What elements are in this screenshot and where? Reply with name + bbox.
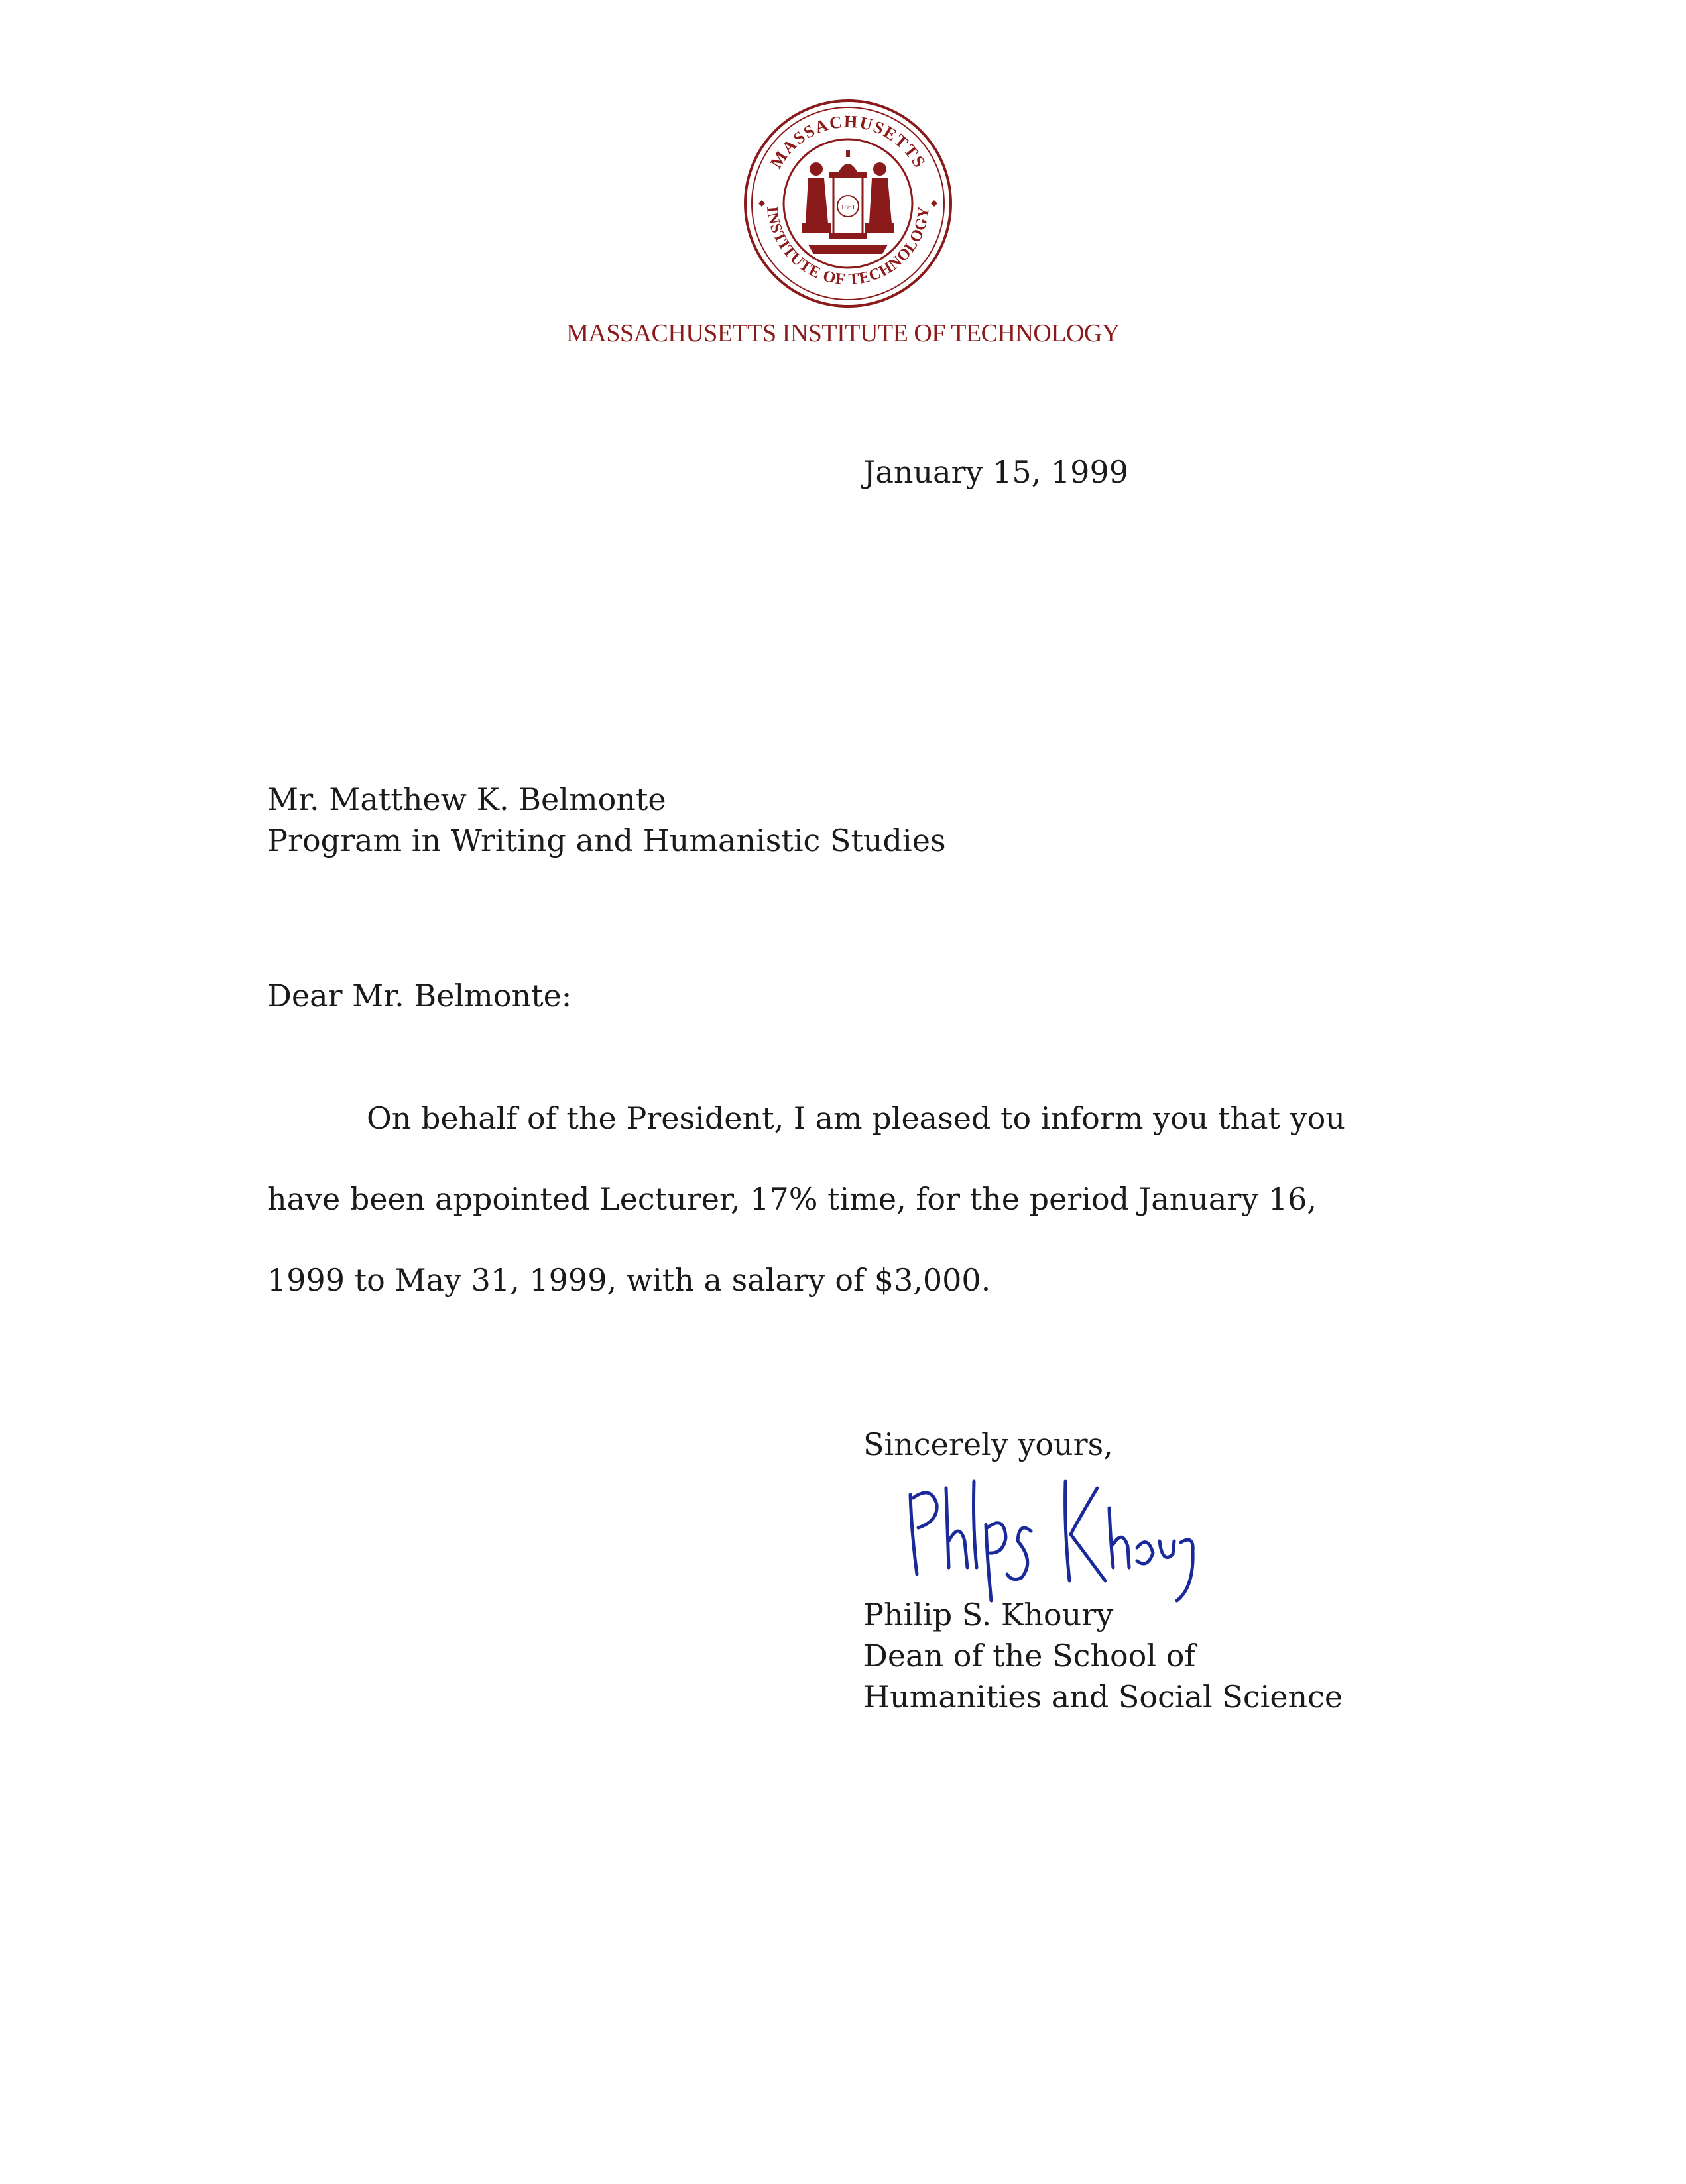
salutation: Dear Mr. Belmonte: [267,978,572,1013]
recipient-department: Program in Writing and Humanistic Studies [267,823,946,858]
recipient-block [267,779,946,861]
body-line: have been appointed Lecturer, 17% time, for the period January 16, [267,1181,1317,1217]
signer-name: Philip S. Khoury [863,1597,1114,1633]
body-line: 1999 to May 31, 1999, with a salary of $3,000. [267,1262,991,1298]
seal-bottom-text: INSTITUTE OF TECHNOLOGY [763,205,933,289]
signer-title-line1: Dean of the School of [863,1638,1196,1674]
letter-date: January 15, 1999 [863,454,1128,490]
closing: Sincerely yours, [863,1426,1113,1462]
svg-text:MASSACHUSETTS [766,112,930,172]
mit-seal-icon [742,97,954,310]
seal-year: 1861 [841,203,855,211]
handwritten-signature [898,1468,1210,1604]
seal-top-text: MASSACHUSETTS [766,111,930,172]
body-line: On behalf of the President, I am pleased to inform you that you [367,1100,1345,1136]
recipient-name: Mr. Matthew K. Belmonte [267,781,666,817]
signer-block [863,1594,1343,1717]
signer-title-line2: Humanities and Social Science [863,1679,1343,1715]
institution-name: MASSACHUSETTS INSTITUTE OF TECHNOLOGY [566,319,1120,347]
